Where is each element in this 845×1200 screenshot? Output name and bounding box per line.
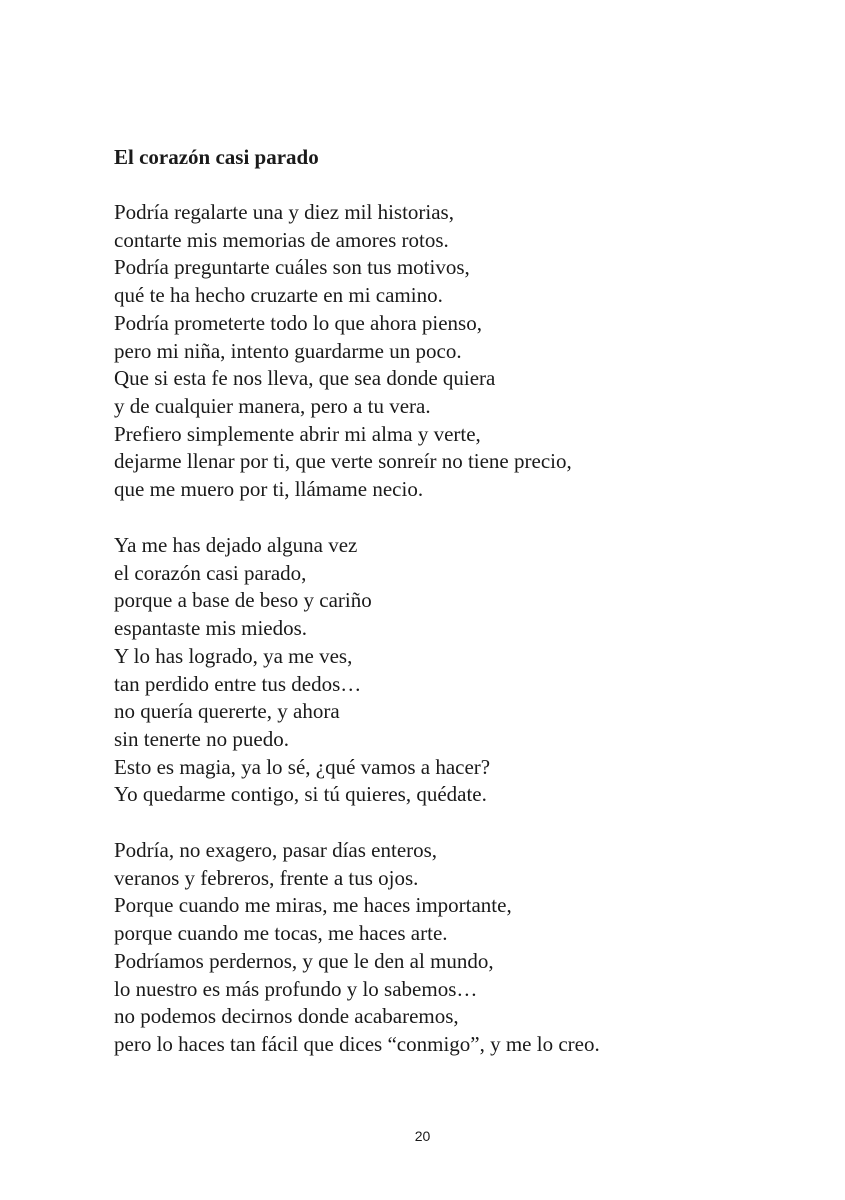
- poem-line: qué te ha hecho cruzarte en mi camino.: [114, 283, 443, 308]
- poem-line: pero lo haces tan fácil que dices “conmigo”, y me lo creo.: [114, 1031, 600, 1056]
- poem-line: sin tenerte no puedo.: [114, 726, 289, 751]
- poem-line: Esto es magia, ya lo sé, ¿qué vamos a hacer?: [114, 754, 491, 779]
- poem-line: Podría preguntarte cuáles son tus motivos,: [114, 255, 470, 280]
- poem-line: pero mi niña, intento guardarme un poco.: [114, 338, 462, 363]
- poem-line: Prefiero simplemente abrir mi alma y verte,: [114, 421, 481, 446]
- poem-line: Podría regalarte una y diez mil historias,: [114, 200, 454, 224]
- poem-line: y de cualquier manera, pero a tu vera.: [114, 393, 431, 418]
- poem-line: lo nuestro es más profundo y lo sabemos…: [114, 976, 478, 1001]
- poem-line: veranos y febreros, frente a tus ojos.: [114, 865, 419, 890]
- poem-line: Yo quedarme contigo, si tú quieres, quédate.: [114, 782, 487, 807]
- poem-line: tan perdido entre tus dedos…: [114, 671, 362, 696]
- poem-line: Y lo has logrado, ya me ves,: [114, 643, 353, 668]
- poem-line: que me muero por ti, llámame necio.: [114, 477, 424, 502]
- stanza-2: [114, 532, 490, 809]
- page-number: 20: [414, 1128, 431, 1144]
- stanza-3: [114, 837, 600, 1059]
- poem-title: El corazón casi parado: [114, 145, 319, 169]
- poem-line: dejarme llenar por ti, que verte sonreír no tiene precio,: [114, 449, 572, 474]
- stanza-1: [114, 199, 572, 504]
- poem-line: espantaste mis miedos.: [114, 616, 308, 641]
- poem-line: Podría, no exagero, pasar días enteros,: [114, 838, 438, 862]
- poem-line: Porque cuando me miras, me haces importante,: [114, 893, 512, 918]
- poem-line: Podría prometerte todo lo que ahora pienso,: [114, 310, 482, 335]
- poem-line: el corazón casi parado,: [114, 560, 307, 585]
- poem-line: Que si esta fe nos lleva, que sea donde quiera: [114, 366, 496, 391]
- poem-line: contarte mis memorias de amores rotos.: [114, 227, 449, 252]
- poem-line: Podríamos perdernos, y que le den al mundo,: [114, 948, 494, 973]
- poem-line: porque cuando me tocas, me haces arte.: [114, 921, 448, 946]
- poem-line: no podemos decirnos donde acabaremos,: [114, 1004, 459, 1029]
- poem-line: porque a base de beso y cariño: [114, 588, 372, 613]
- poem-line: no quería quererte, y ahora: [114, 699, 340, 724]
- poem-line: Ya me has dejado alguna vez: [114, 533, 358, 557]
